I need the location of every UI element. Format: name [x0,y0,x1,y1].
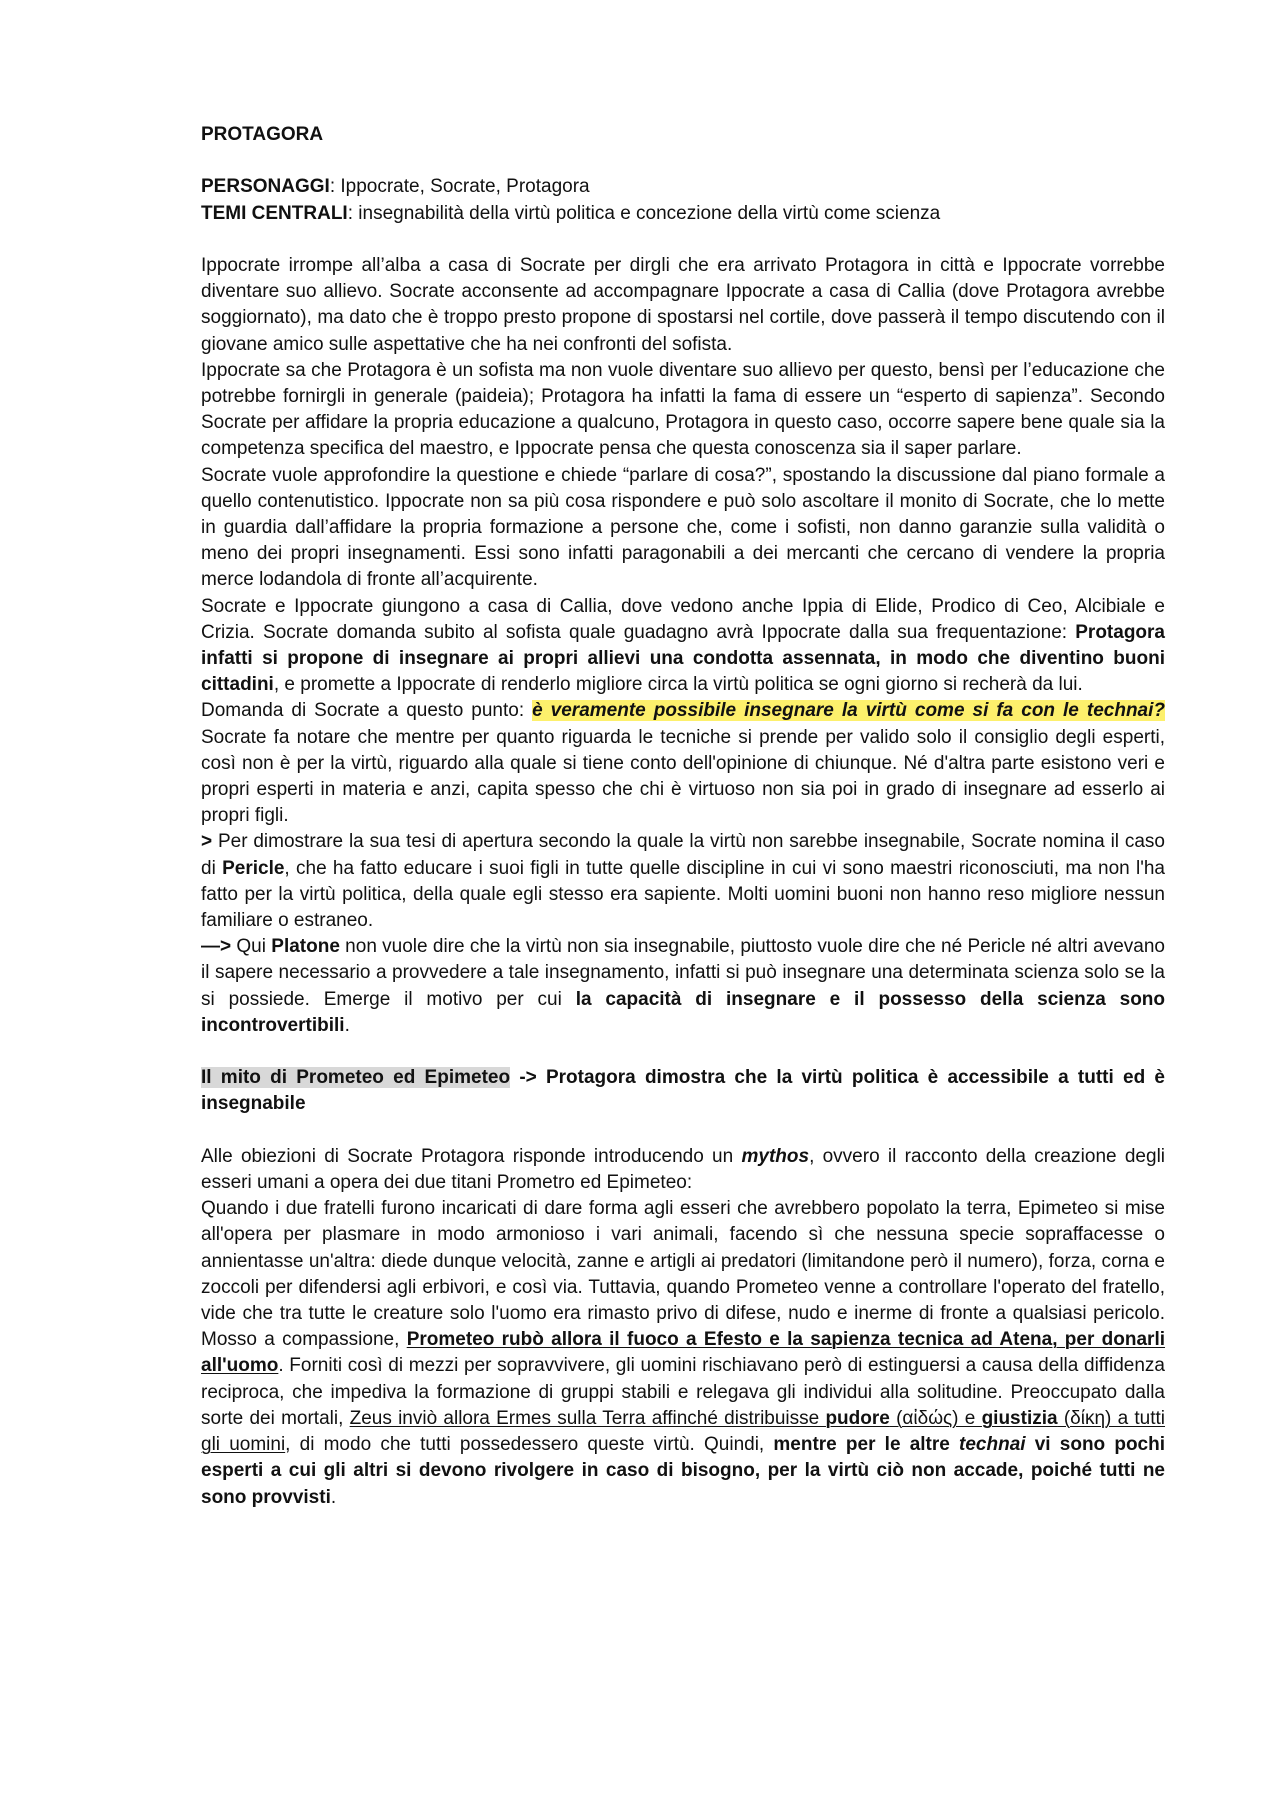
myth-block [201,1196,1165,1510]
paragraph-education: Ippocrate sa che Protagora è un sofista ma non vuole diventare suo allievo per questo, bensì per l’educazione che potrebbe fornirgli in generale (paideia); Protagora ha infatti la fama di essere un “esperto di sapienza”. Secondo Socrate per affidare la propria educazione a qualcuno, Protagora in questo caso, occorre sapere bene quale sia la competenza specifica del maestro, e Ippocrate pensa che questa conoscenza sia il saper parlare. [201,359,1165,460]
bold-text: la capacità di insegnare e il possesso della scienza sono incontrovertibili [201,988,1166,1036]
paragraph-question [201,698,1165,829]
bold-underlined-text: pudore [825,1407,890,1429]
section-title: Il mito di Prometeo ed Epimeteo [201,1067,511,1089]
blank-line [201,1118,1165,1144]
bold-text: Protagora infatti si propone di insegnare ai propri allievi una condotta assennata, in modo che diventino buoni cittadini [201,621,1165,696]
arrow-marker: —> [201,936,232,958]
paragraph-text: , ovvero il racconto della creazione degli esseri umani a opera dei due titani Prometro ed Epimeteo: [201,1145,1166,1194]
section-subtitle: -> Protagora dimostra che la virtù politica è accessibile a tutti ed è insegnabile [201,1067,1165,1115]
bold-italic-text: mythos [741,1145,810,1167]
paragraph-platone [201,934,1165,1039]
themes-value: : insegnabilità della virtù politica e concezione della virtù come scienza [347,202,941,224]
underlined-text: (δίκη) a tutti gli uomini [201,1407,1166,1456]
document-title: PROTAGORA [201,124,324,145]
paragraph-callia [201,594,1165,699]
paragraph-text: Quando i due fratelli furono incaricati di dare forma agli esseri che avrebbero popolato la terra, Epimeteo si mise all'opera per plasmare in modo armonioso i vari animali, facendo sì che nessuna specie sopraffacesse o annientasse un'altra: diede dunque velocità, zanne e artigli ai predatori (limitandone però il numero), forza, corna e zoccoli per difendersi agli erbivori, e così via. Tuttavia, quando Prometeo venne a controllare l'operato del fratello, vide che tra tutte le creature solo l'uomo era rimasto privo di difese, nudo e inerme di fronte a qualsiasi pericolo. Mosso a compassione, [201,1198,1165,1351]
bold-italic-text: technai [959,1434,1026,1456]
document-body [201,122,1165,1511]
bold-text: vi sono pochi esperti a cui gli altri si devono rivolgere in caso di bisogno, per la virtù ciò non accade, poiché tutti ne sono provvisti [201,1434,1166,1508]
paragraph-text: , che ha fatto educare i suoi figli in tutte quelle discipline in cui vi sono maestri riconosciuti, ma non l'ha fatto per la virtù politica, della quale egli stesso era sapiente. Molti uomini buoni non hanno reso migliore nessun familiare o estraneo. [201,857,1165,932]
paragraph-warning: Socrate vuole approfondire la questione e chiede “parlare di cosa?”, spostando la discussione dal piano formale a quello contenutistico. Ippocrate non sa più cosa rispondere e può solo ascoltare il monito di Socrate, che lo mette in guardia dall’affidare la propria formazione a persone che, come i sofisti, non danno garanzie sulla validità o meno dei propri insegnamenti. Essi sono infatti paragonabili a dei mercanti che cercano di vendere la propria merce lodandola di fronte all’acquirente. [201,464,1165,591]
bold-text: mentre per le altre [773,1434,960,1456]
themes-label: TEMI CENTRALI [201,202,348,224]
paragraph-intro [201,1144,1165,1196]
paragraph-text: . Forniti così di mezzi per sopravvivere, gli uomini rischiavano però di estinguersi a causa della diffidenza reciproca, che impediva la formazione di gruppi stabili e relegava gli individui alla solitudine. Preoccupato dalla sorte dei mortali, [201,1355,1165,1429]
paragraph-text: Socrate fa notare che mentre per quanto riguarda le tecniche si prende per valido solo il consiglio degli esperti, così non è per la virtù, riguardo alla quale si tiene conto dell'opinione di chiunque. Né d'altra parte esistono veri e propri esperti in materia e anzi, capita spesso che chi è virtuoso non sia poi in grado di insegnare ad esserlo ai propri figli. [201,726,1165,827]
paragraph-arrival: Ippocrate irrompe all’alba a casa di Socrate per dirgli che era arrivato Protagora in città e Ippocrate vorrebbe diventare suo allievo. Socrate acconsente ad accompagnare Ippocrate a casa di Callia (dove Protagora avrebbe soggiornato), ma dato che è troppo presto propone di spostarsi nel cortile, dove passerà il tempo discutendo con il giovane amico sulle aspettative che ha nei confronti del sofista. [201,254,1165,355]
bold-underlined-text: Prometeo rubò allora il fuoco a Efesto e la sapienza tecnica ad Atena, per donarli all'uomo [201,1329,1166,1377]
blank-line [201,227,1165,253]
characters-label: PERSONAGGI [201,176,330,198]
paragraph-text: , di modo che tutti possedessero queste virtù. Quindi, [285,1434,774,1456]
arrow-marker: > [201,831,213,853]
bold-underlined-text: giustizia [981,1407,1058,1429]
highlighted-question: è veramente possibile insegnare la virtù come si fa con le technai? [532,700,1165,722]
section-heading [201,1065,1165,1117]
bold-text: Pericle [222,857,285,879]
bold-text: Platone [271,936,340,958]
paragraph-text: . [330,1486,337,1508]
paragraph-text: Per dimostrare la sua tesi di apertura secondo la quale la virtù non sarebbe insegnabile, Socrate nomina il caso di [201,831,1165,879]
themes-line [201,201,1165,227]
blank-line [201,1039,1165,1065]
paragraph-text: . [344,1014,350,1036]
underlined-text: Zeus inviò allora Ermes sulla Terra affinché distribuisse [349,1407,826,1429]
paragraph-text: Alle obiezioni di Socrate Protagora risponde introducendo un [201,1145,742,1167]
underlined-text: (αἰδώς) e [889,1407,982,1429]
paragraph-text: , e promette a Ippocrate di renderlo migliore circa la virtù politica se ogni giorno si recherà da lui. [273,674,1083,696]
paragraph-pericle [201,829,1165,934]
blank-line [201,148,1165,174]
characters-value: : Ippocrate, Socrate, Protagora [329,176,590,198]
paragraph-text: Qui [231,936,272,958]
paragraph-text: non vuole dire che la virtù non sia insegnabile, piuttosto vuole dire che né Pericle né altri avevano il sapere necessario a provvedere a tale insegnamento, infatti si può insegnare una determinata scienza solo se la si possiede. Emerge il motivo per cui [201,936,1165,1010]
paragraph-text: Domanda di Socrate a questo punto: [201,700,533,722]
paragraph-text: Socrate e Ippocrate giungono a casa di Callia, dove vedono anche Ippia di Elide, Prodico di Ceo, Alcibiale e Crizia. Socrate domanda subito al sofista quale guadagno avrà Ippocrate dalla sua frequentazione: [201,595,1165,643]
characters-line [201,174,1165,200]
